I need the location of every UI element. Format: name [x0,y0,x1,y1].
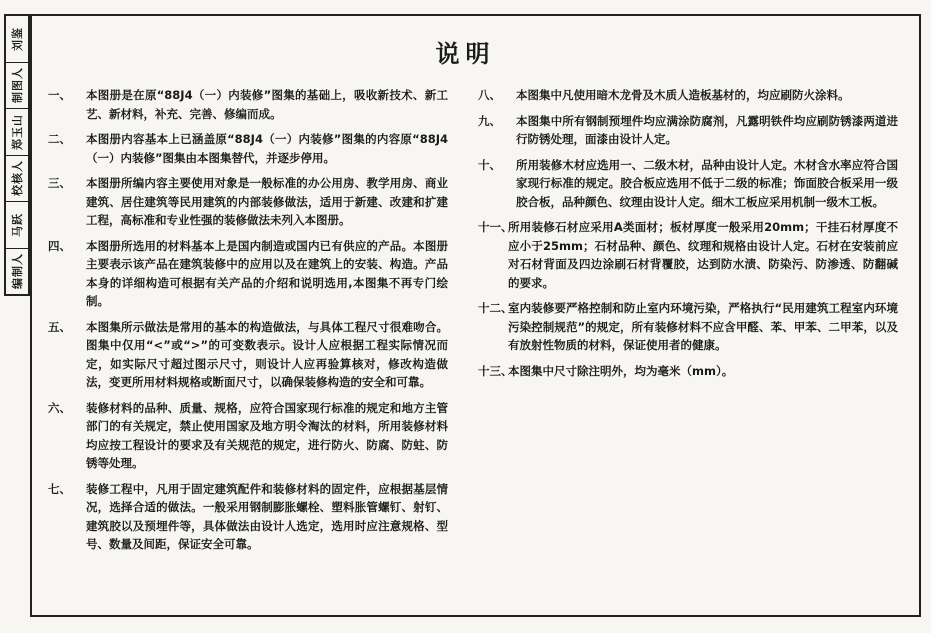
note-text: 本图集中所有钢制预埋件均应满涂防腐剂，凡露明铁件均应刷防锈漆两道进行防锈处理，面漆由设计人定。 [516,113,898,146]
note-number: 九、 [478,113,501,128]
note-text: 本图册内容基本上已涵盖原“88J4（一）内装修”图集的内容原“88J4（一）内装修”图集由本图集替代，并逐步停用。 [86,132,448,165]
note-item [48,86,448,123]
note-text: 本图集中凡使用暗木龙骨及木质人造板基材的，均应刷防火涂料。 [516,88,850,102]
drafter-label-cell [6,63,28,110]
checker-label-cell [6,156,28,203]
note-number: 四、 [48,238,71,253]
note-text: 所用装修木材应选用一、二级木材，品种由设计人定。木材含水率应符合国家现行标准的规定。胶合板应选用不低于二级的标准；饰面胶合板采用一级胶合板，品种颜色、纹理由设计人定。细木工板应采用机制一级木工板。 [516,157,898,209]
note-text: 本图集所示做法是常用的基本的构造做法，与具体工程尺寸很难吻合。图集中仅用“<”或“>”的可变数表示。设计人应根据工程实际情况而定，如实际尺寸超过图示尺寸，则设计人应再验算核对，修改构造做法，变更所用材料规格或断面尺寸，以确保装修构造的安全和可靠。 [86,319,448,389]
note-item [48,318,448,392]
note-item [478,86,898,105]
note-item [48,237,448,311]
note-item [478,218,898,292]
left-column [48,86,448,561]
note-item [48,399,448,473]
note-text: 本图册所编内容主要使用对象是一般标准的办公用房、教学用房、商业建筑、居住建筑等民用建筑的内部装修做法，适用于新建、改建和扩建工程，高标准和专业性强的装修做法未列入本图册。 [86,176,448,227]
note-number: 十二、 [478,301,513,315]
editor-label: 编制人 [11,253,24,290]
note-text: 本图集中尺寸除注明外，均为毫米（mm）。 [508,363,734,378]
note-text: 本图册所选用的材料基本上是国内制造或国内已有供应的产品。本图册主要表示该产品在建筑装修中的应用以及在建筑上的安装、构造。产品本身的详细构造可根据有关产品的介绍和说明选用,本图集不再专门绘制。 [86,238,448,308]
note-number: 五、 [48,319,71,334]
note-number: 十、 [478,157,501,172]
page-title: 说明 [435,40,496,68]
checker-label: 校核人 [11,160,24,197]
drafter-label: 制图人 [11,67,24,104]
note-text: 所用装修石材应采用A类面材；板材厚度一般采用20mm；干挂石材厚度不应小于25mm；石材品种、颜色、纹理和规格由设计人定。石材在安装前应对石材背面及四边涂刷石材背覆胶，达到防水渍、防染污、防渗透、防翻碱的要求。 [508,220,898,290]
note-number: 二、 [48,132,71,146]
note-text: 室内装修要严格控制和防止室内环境污染，严格执行“民用建筑工程室内环境污染控制规范”的规定，所有装修材料不应含甲醛、苯、甲苯、二甲苯，以及有放射性物质的材料，保证使用者的健康。 [508,301,898,352]
note-text: 装修材料的品种、质量、规格，应符合国家现行标准的规定和地方主管部门的有关规定，禁止使用国家及地方明令淘汰的材料，所用装修材料均应按工程设计的要求及有关规范的规定，进行防火、防腐、防蛀、防锈等处理。 [86,400,448,470]
note-item [478,156,898,212]
note-item [478,362,898,381]
note-number: 七、 [48,481,71,496]
note-number: 三、 [48,176,71,190]
signature-text: 刘鉴 [11,26,24,51]
note-item [48,480,448,554]
note-number: 十一、 [478,220,513,234]
note-item [48,174,448,230]
checker-name-cell [6,109,28,156]
checker-name: 郑玉山 [11,113,24,150]
note-item [48,130,448,167]
note-item [478,299,898,355]
editor-label-cell [6,249,28,295]
note-number: 一、 [48,88,71,102]
note-number: 六、 [48,400,71,415]
editor-name-cell [6,202,28,249]
note-number: 十三、 [478,363,513,378]
editor-name: 马跃 [11,212,24,237]
note-text: 本图册是在原“88J4（一）内装修”图集的基础上，吸收新技术、新工艺、新材料，补充、完善、修编而成。 [86,88,448,121]
note-number: 八、 [478,88,501,102]
note-text: 装修工程中，凡用于固定建筑配件和装修材料的固定件，应根据基层情况，选择合适的做法。一般采用钢制膨胀螺栓、塑料胀管螺钉、射钉、建筑胶以及预埋件等，具体做法由设计人选定，选用时应注意规格、型号、数量及间距，保证安全可靠。 [86,481,448,551]
note-item [478,112,898,149]
right-column [478,86,898,387]
